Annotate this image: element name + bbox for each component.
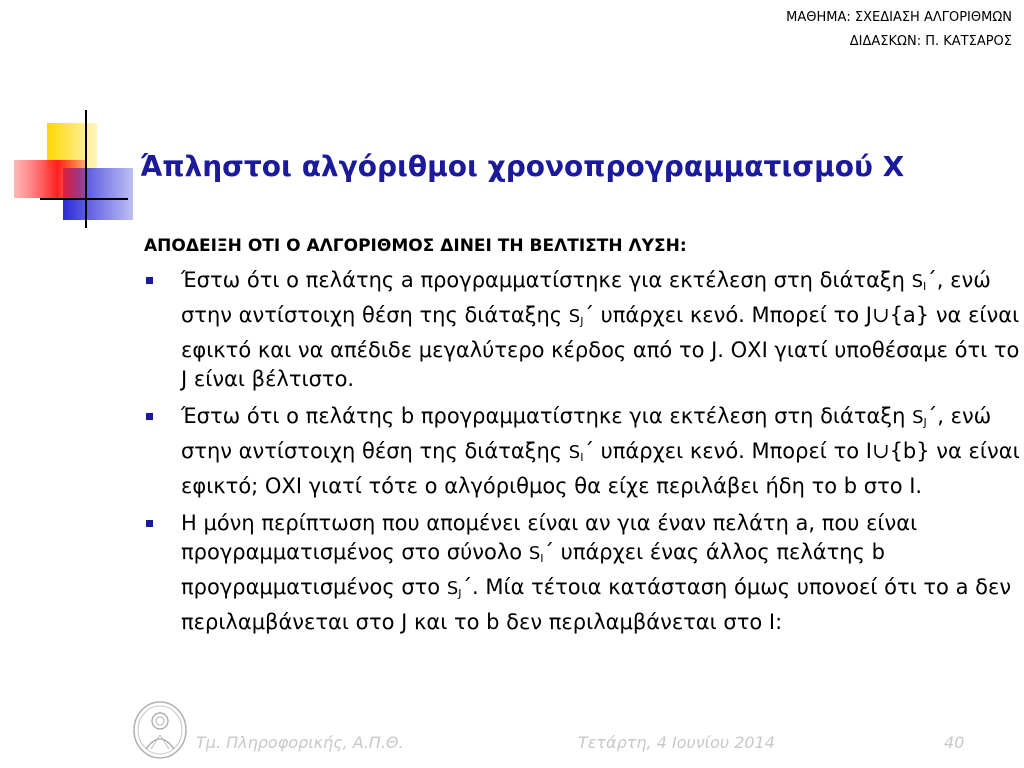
schedule-symbol: $S_I$ — [528, 543, 544, 565]
university-seal-icon — [131, 699, 189, 761]
union-symbol: ∪ — [871, 303, 890, 327]
square-bullet-icon — [146, 520, 153, 527]
instructor-name: ΔΙΔΑΣΚΩΝ: Π. ΚΑΤΣΑΡΟΣ — [849, 34, 1012, 49]
bullet-item: Η μόνη περίπτωση που απομένει είναι αν για έναν πελάτη a, που είναι προγραμματισμένος στο σύνολο $S_I΄$ υπάρχει ένας άλλος πελάτης b προγραμματισμένος στο $S_J΄$. Μία τέτοια κατάσταση όμως υπονοεί ότι το a δεν περιλαμβάνεται στο J και το b δεν περιλαμβάνεται στο I: — [140, 509, 1020, 637]
schedule-symbol: $S_J$ — [446, 578, 462, 600]
footer-date: Τετάρτη, 4 Ιουνίου 2014 — [578, 733, 775, 752]
square-bullet-icon — [146, 277, 153, 284]
slide-title: Άπληστοι αλγόριθμοι χρονοπρογραμματισμού X — [140, 150, 905, 183]
union-symbol: ∪ — [871, 439, 890, 463]
footer-department: Τμ. Πληροφορικής, Α.Π.Θ. — [196, 733, 404, 752]
bullet-item: Έστω ότι ο πελάτης b προγραμματίστηκε για εκτέλεση στη διάταξη $S_J΄$, ενώ στην αντίστοιχη θέση της διάταξης $S_I΄$ υπάρχει κενό. Μπορεί το I∪{b} να είναι εφικτό; ΟΧΙ γιατί τότε ο αλγόριθμος θα είχε περιλάβει ήδη το b στο I. — [140, 402, 1020, 501]
bullet-item: Έστω ότι ο πελάτης a προγραμματίστηκε για εκτέλεση στη διάταξη $S_I΄$, ενώ στην αντίστοιχη θέση της διάταξης $S_J΄$ υπάρχει κενό. Μπορεί το J∪{a} να είναι εφικτό και να απέδιδε μεγαλύτερο κέρδος από το J. ΟΧΙ γιατί υποθέσαμε ότι το J είναι βέλτιστο. — [140, 266, 1020, 394]
slide-decoration-icon — [0, 0, 140, 240]
schedule-symbol: $S_I$ — [568, 442, 584, 464]
schedule-symbol: $S_J$ — [912, 407, 927, 429]
proof-heading: ΑΠΟΔΕΙΞΗ ΟΤΙ Ο ΑΛΓΟΡΙΘΜΟΣ ΔΙΝΕΙ ΤΗ ΒΕΛΤΙΣΤΗ ΛΥΣΗ: — [144, 236, 687, 256]
course-name: ΜΑΘΗΜΑ: ΣΧΕΔΙΑΣΗ ΑΛΓΟΡΙΘΜΩΝ — [786, 10, 1012, 25]
bullet-list — [140, 266, 1020, 645]
square-bullet-icon — [146, 413, 153, 420]
course-header — [786, 6, 1012, 54]
page-number: 40 — [944, 733, 965, 752]
schedule-symbol: $S_I$ — [911, 271, 927, 293]
schedule-symbol: $S_J$ — [568, 306, 584, 328]
